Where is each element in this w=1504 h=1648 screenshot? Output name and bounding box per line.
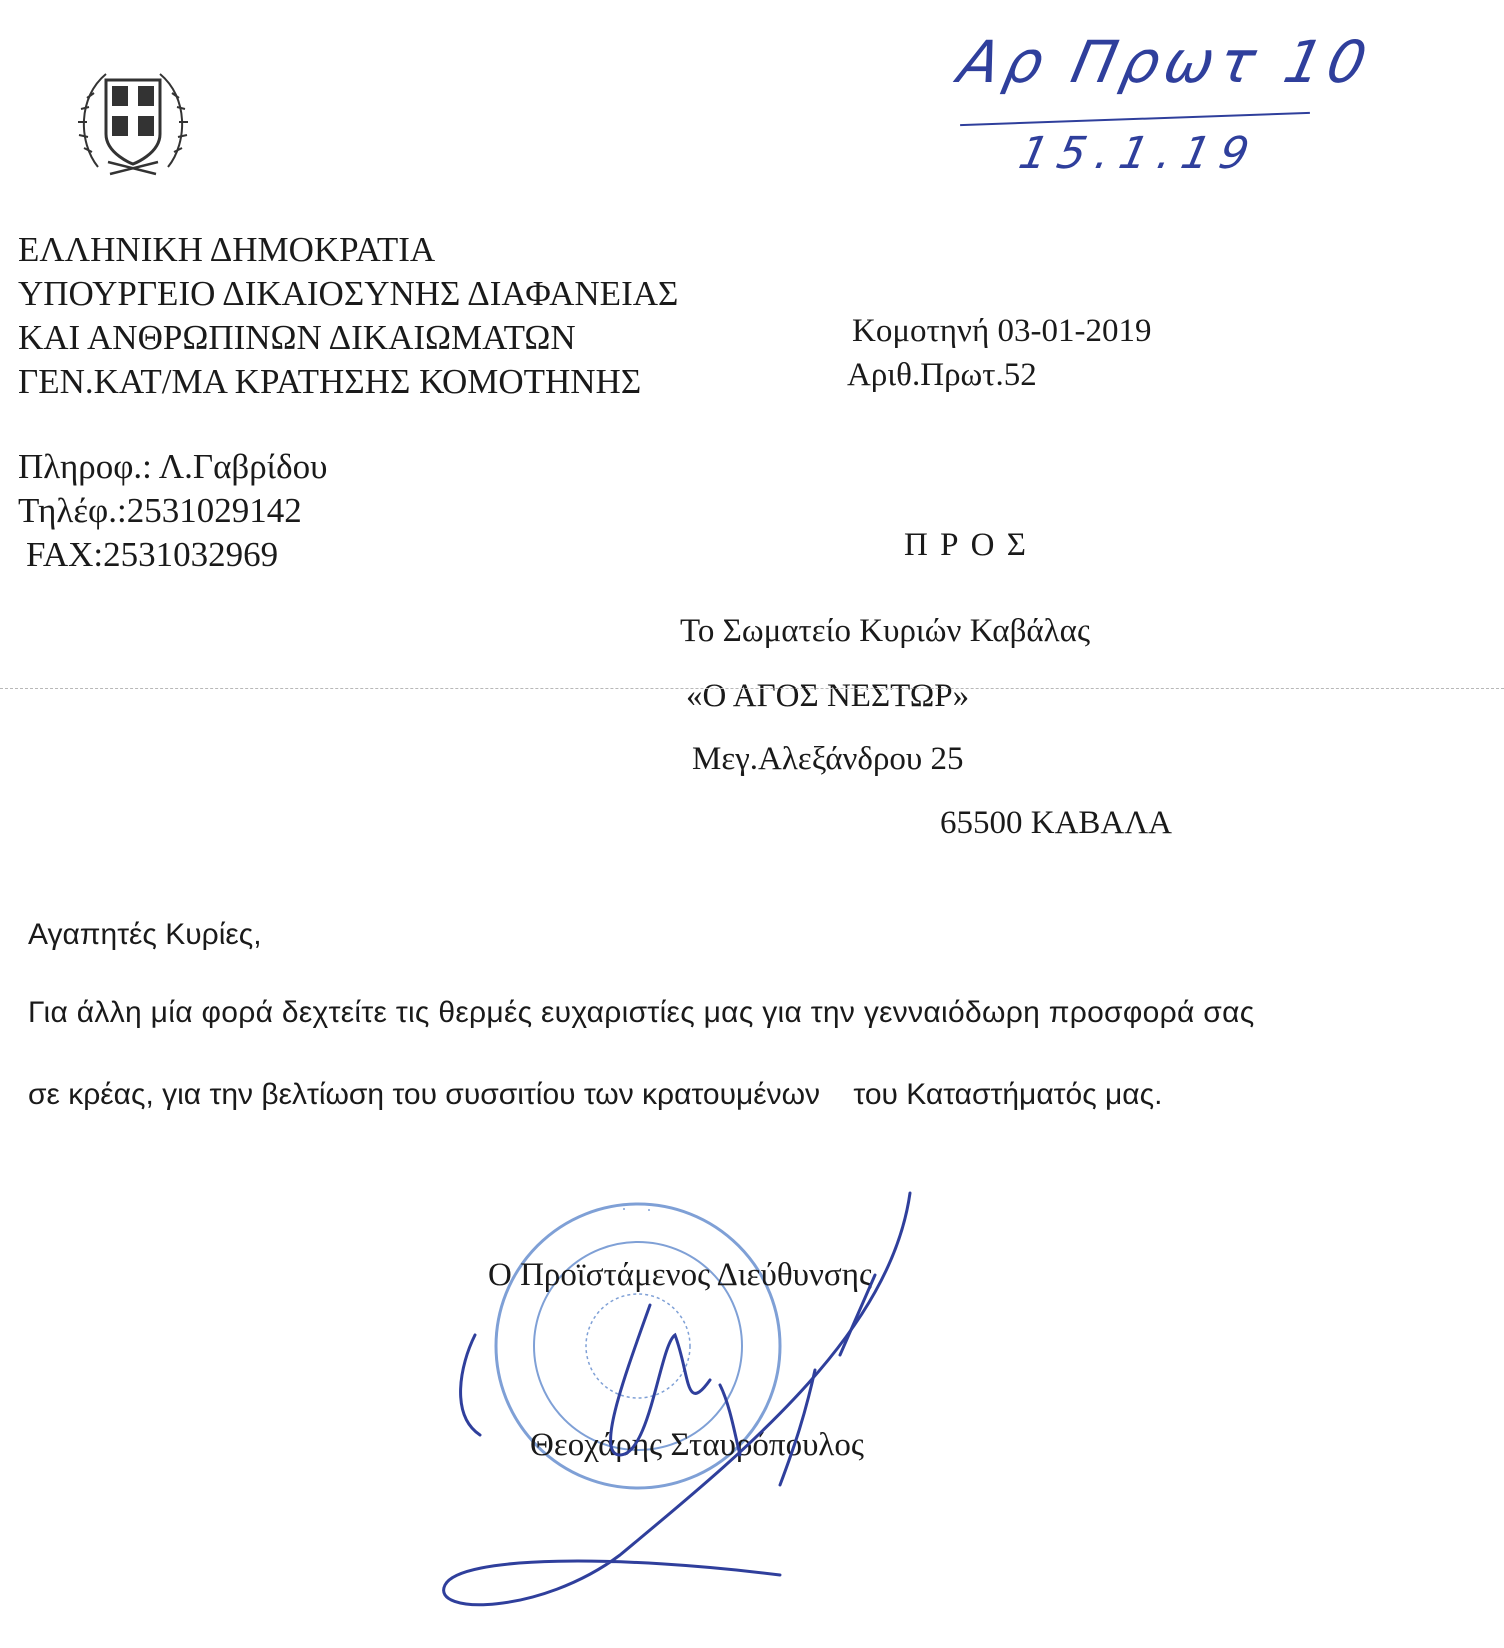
handwritten-protocol-date: 15.1.19	[1014, 128, 1264, 179]
recipient-street: Μεγ.Αλεξάνδρου 25	[692, 741, 964, 777]
recipient-city: 65500 ΚΑΒΑΛΑ	[940, 805, 1173, 841]
coat-of-arms-emblem	[78, 62, 188, 187]
contact-info: Πληροφ.: Λ.Γαβρίδου	[18, 447, 328, 486]
contact-phone: Τηλέφ.:2531029142	[18, 491, 302, 530]
protocol-number: Αριθ.Πρωτ.52	[847, 357, 1037, 393]
handwritten-underline	[960, 112, 1310, 126]
body-line-2: σε κρέας, για την βελτίωση του συσσιτίου των κρατουμένων του Καταστήματός μας.	[28, 1078, 1163, 1111]
recipient-org: «Ο ΑΓΟΣ ΝΕΣΤΩΡ»	[686, 678, 970, 714]
body-line-1: Για άλλη μία φορά δεχτείτε τις θερμές ευχαριστίες μας για την γενναιόδωρη προσφορά σας	[28, 996, 1255, 1029]
letter-date: Κομοτηνή 03-01-2019	[852, 313, 1152, 349]
header-prison: ΓΕΝ.ΚΑΤ/ΜΑ ΚΡΑΤΗΣΗΣ ΚΟΜΟΤΗΝΗΣ	[18, 362, 642, 401]
signatory-title: Ο Προϊστάμενος Διεύθυνσης	[488, 1257, 873, 1293]
recipient-name: Το Σωματείο Κυριών Καβάλας	[680, 613, 1091, 649]
header-ministry: ΥΠΟΥΡΓΕΙΟ ΔΙΚΑΙΟΣΥΝΗΣ ΔΙΑΦΑΝΕΙΑΣ	[18, 274, 679, 313]
salutation: Αγαπητές Κυρίες,	[28, 918, 262, 951]
contact-fax: FAX:2531032969	[26, 535, 279, 574]
handwritten-signature	[420, 1185, 940, 1625]
header-republic: ΕΛΛΗΝΙΚΗ ΔΗΜΟΚΡΑΤΙΑ	[18, 230, 436, 269]
header-ministry-cont: ΚΑΙ ΑΝΘΡΩΠΙΝΩΝ ΔΙΚΑΙΩΜΑΤΩΝ	[18, 318, 576, 357]
handwritten-protocol-number: Αρ Πρωτ 10	[952, 28, 1379, 96]
to-label: Π Ρ Ο Σ	[904, 527, 1028, 563]
handwritten-protocol-note	[952, 20, 1380, 190]
signatory-name: Θεοχάρης Σταυρόπουλος	[530, 1427, 864, 1463]
paper-fold-line	[0, 688, 1504, 689]
